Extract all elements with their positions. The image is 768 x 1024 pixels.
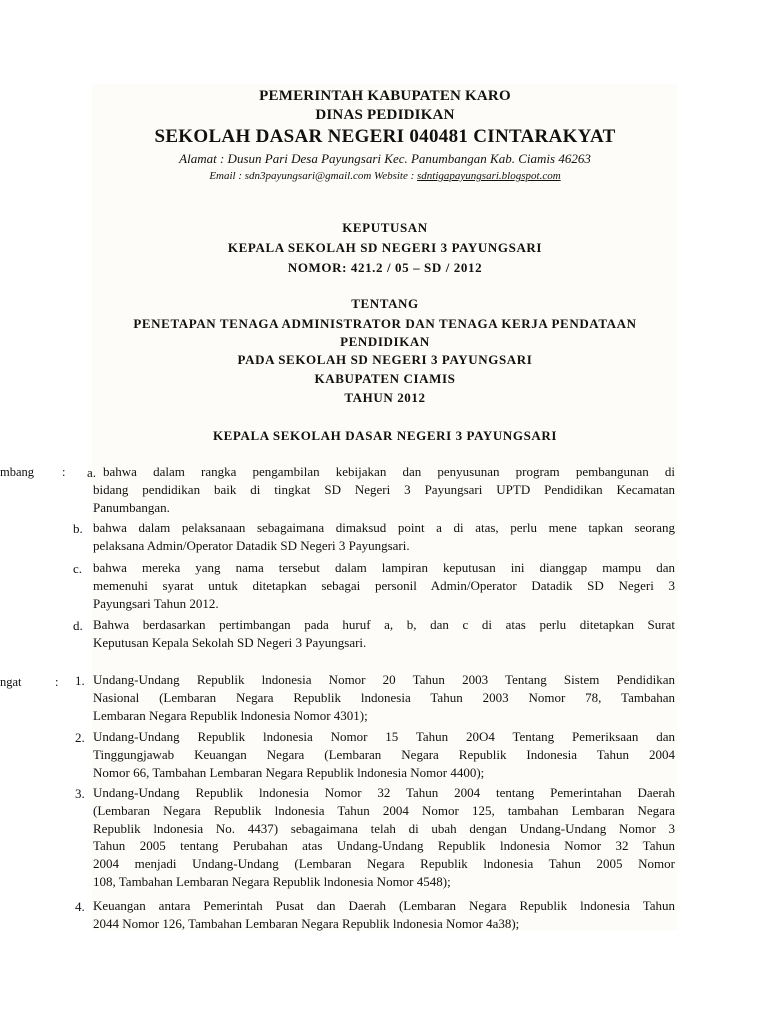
subject-about: TENTANG bbox=[351, 296, 419, 311]
mengingat-item-num: 2. bbox=[75, 730, 85, 745]
text-line: bahwa dalam pelaksanaan sebagaimana dimaksud point a di atas, perlu mene tapkan seorang bbox=[93, 520, 675, 535]
text-line: 2004 menjadi Undang-Undang (Lembaran Negara Republik lndonesia Tahun 2005 Nomor bbox=[93, 856, 675, 872]
decree-issuer: KEPALA SEKOLAH SD NEGERI 3 PAYUNGSARI bbox=[227, 240, 543, 255]
text-line: Nasional (Lembaran Negara Republik lndonesia Tahun 2003 Nomor 78, Tambahan bbox=[93, 689, 675, 705]
text-line: bahwa dalam rangka pengambilan kebijakan dan penyusunan program pembangunan di bbox=[103, 464, 675, 479]
text-line: Undang-Undang Republik lndonesia Nomor 20 Tahun 2003 Tentang Sistem Pendidikan bbox=[93, 672, 675, 687]
text-line: Nomor 66, Tambahan Lembaran Negara Republik lndonesia Nomor 4400); bbox=[93, 764, 485, 780]
menimbang-item-num: b. bbox=[73, 521, 83, 536]
text-line: Lembaran Negara Republik lndonesia Nomor 4301); bbox=[93, 707, 368, 723]
subject-line-1: PENETAPAN TENAGA ADMINISTRATOR DAN TENAGA KERJA PENDATAAN bbox=[133, 316, 637, 331]
text-line: bidang pendidikan baik di tingkat SD Negeri 3 Payungsari UPTD Pendidikan Kecamatan bbox=[93, 481, 675, 497]
mengingat-label: ngat bbox=[0, 675, 22, 689]
menimbang-label: mbang bbox=[0, 465, 35, 479]
contact-line bbox=[92, 170, 678, 182]
menimbang-colon: : bbox=[62, 465, 66, 479]
text-line: memenuhi syarat untuk ditetapkan sebagai personil Admin/Operator Datadik SD Negeri 3 bbox=[93, 577, 675, 593]
text-line: Panumbangan. bbox=[93, 499, 170, 515]
text-line: Tinggungjawab Keuangan Negara (Lembaran Negara Republik Indonesia Tahun 2004 bbox=[93, 746, 675, 762]
text-line: Undang-Undang Republik lndonesia Nomor 32 Tahun 2004 tentang Pemerintahan Daerah bbox=[93, 785, 675, 800]
decree-number: NOMOR: 421.2 / 05 – SD / 2012 bbox=[287, 260, 483, 275]
mengingat-item-2 bbox=[93, 728, 675, 781]
menimbang-item-a bbox=[93, 463, 675, 516]
menimbang-item-c bbox=[93, 559, 675, 612]
text-line: (Lembaran Negara Republik lndonesia Tahun 2004 Nomor 125, tambahan Lembaran Negara bbox=[93, 802, 675, 818]
menimbang-item-b bbox=[93, 519, 675, 555]
menimbang-item-d bbox=[93, 616, 675, 652]
subject-line-2: PENDIDIKAN bbox=[340, 334, 430, 349]
text-line: bahwa mereka yang nama tersebut dalam lampiran keputusan ini dianggap mampu dan bbox=[93, 560, 675, 575]
mengingat-item-num: 3. bbox=[75, 786, 85, 801]
gov-heading: PEMERINTAH KABUPATEN KARO bbox=[259, 88, 511, 104]
text-line: pelaksana Admin/Operator Datadik SD Negeri 3 Payungsari. bbox=[93, 537, 410, 553]
subject-line-5: TAHUN 2012 bbox=[344, 390, 426, 405]
mengingat-item-3 bbox=[93, 784, 675, 891]
school-address: Alamat : Dusun Pari Desa Payungsari Kec. Panumbangan Kab. Ciamis 46263 bbox=[179, 151, 591, 166]
menimbang-item-num: c. bbox=[73, 561, 83, 576]
head-title: KEPALA SEKOLAH DASAR NEGERI 3 PAYUNGSARI bbox=[212, 428, 558, 443]
email-text: Email : sdn3payungsari@gmail.com Website : bbox=[209, 170, 418, 182]
text-line: Keputusan Kepala Sekolah SD Negeri 3 Payungsari. bbox=[93, 634, 367, 650]
text-line: Keuangan antara Pemerintah Pusat dan Daerah (Lembaran Negara Republik lndonesia Tahun bbox=[93, 898, 675, 913]
subject-line-4: KABUPATEN CIAMIS bbox=[314, 371, 456, 386]
dept-heading: DINAS PEDIDIKAN bbox=[315, 107, 455, 123]
menimbang-item-num: d. bbox=[73, 618, 83, 633]
text-line: 2044 Nomor 126, Tambahan Lembaran Negara Republik lndonesia Nomor 4a38); bbox=[93, 915, 520, 931]
mengingat-item-num: 4. bbox=[75, 899, 85, 914]
text-line: Republik lndonesia No. 4437) sebagaimana telah di ubah dengan Undang-Undang Nomor 3 bbox=[93, 820, 675, 836]
text-line: Payungsari Tahun 2012. bbox=[93, 595, 219, 611]
decree-title: KEPUTUSAN bbox=[342, 220, 428, 235]
school-heading: SEKOLAH DASAR NEGERI 040481 CINTARAKYAT bbox=[154, 126, 616, 147]
text-line: Bahwa berdasarkan pertimbangan pada huruf a, b, dan c di atas perlu ditetapkan Surat bbox=[93, 617, 675, 632]
mengingat-colon: : bbox=[55, 675, 59, 689]
website-link[interactable]: sdntigapayungsari.blogspot.com bbox=[417, 170, 561, 182]
menimbang-item-num: a. bbox=[87, 465, 97, 480]
text-line: Undang-Undang Republik lndonesia Nomor 15 Tahun 20O4 Tentang Pemeriksaan dan bbox=[93, 729, 675, 744]
mengingat-item-4 bbox=[93, 897, 675, 933]
text-line: 108, Tambahan Lembaran Negara Republik lndonesia Nomor 4548); bbox=[93, 873, 451, 889]
mengingat-item-1 bbox=[93, 671, 675, 724]
mengingat-item-num: 1. bbox=[75, 673, 85, 688]
text-line: Tahun 2005 tentang Perubahan atas Undang-Undang Republik lndonesia Nomor 32 Tahun bbox=[93, 838, 675, 854]
subject-line-3: PADA SEKOLAH SD NEGERI 3 PAYUNGSARI bbox=[237, 352, 533, 367]
